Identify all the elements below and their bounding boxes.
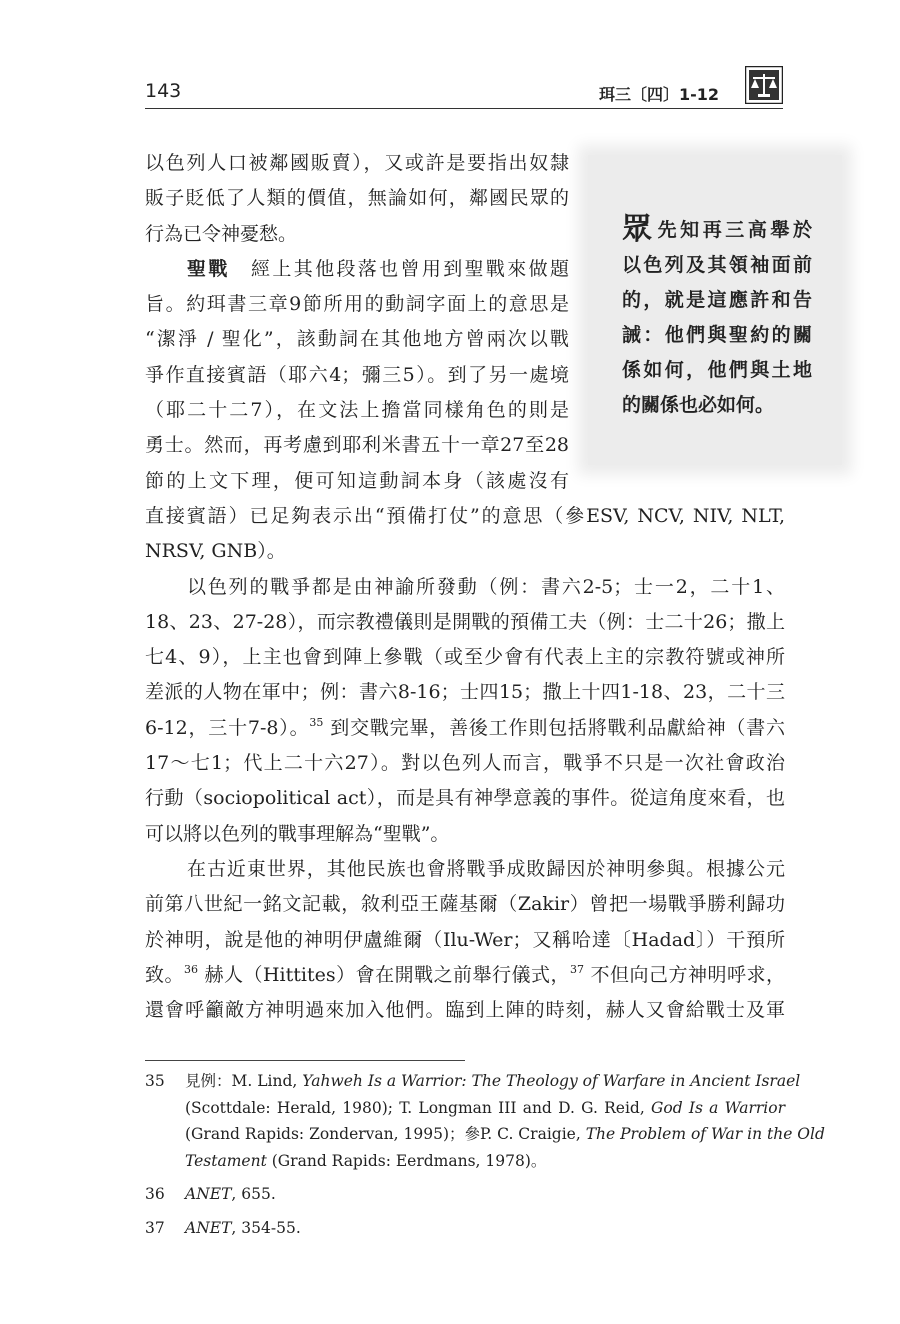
footnote-37: 37 ANET, 354-55.	[145, 1215, 785, 1242]
main-text	[145, 146, 785, 1028]
footnote-ref-36[interactable]: 36	[183, 962, 198, 976]
paragraph: 以色列的戰爭都是由神諭所發動（例：書六2-5；士一2，二十1、 18、23、27-28），而宗教禮儀則是開戰的預備工夫（例：士二十26；撒上 七4、9），上主也會到陣上參戰（或至少會有代表上主的宗教符號或神所 差派的人物在軍中；例：書六8-16；士四15；撒上十四1-18、23，二十三 6-12，三十7-8）。$^{35}$ 到交戰完畢，善後工作則包括將戰利品獻給神（書六 17～七1；代上二十六27）。對以色列人而言，戰爭不只是一次社會政治 行動（sociopolitical act），而是具有神學意義的事件。從這角度來看，也 可以將以色列的戰事理解為“聖戰”。	[145, 575, 785, 845]
paragraph: 在古近東世界，其他民族也會將戰爭成敗歸因於神明參與。根據公元 前第八世紀一銘文記載，敘利亞王薩基爾（Zakir）曾把一場戰爭勝利歸功 於神明，說是他的神明伊盧維爾（Ilu-Wer；又稱哈達〔Hadad〕）干預所 致。$^{36}$ 赫人（Hittites）會在開戰之前舉行儀式，$^{37}$ 不但向己方神明呼求， 還會呼籲敵方神明過來加入他們。臨到上陣的時刻，赫人又會給戰士及軍	[145, 857, 785, 1022]
footnote-ref-35[interactable]: 35	[309, 715, 324, 729]
page-header	[145, 66, 783, 110]
paragraph: 直接賓語）已足夠表示出“預備打仗”的意思（參ESV, NCV, NIV, NLT, NRSV, GNB）。	[145, 504, 785, 563]
footnote-36: 36 ANET, 655.	[145, 1181, 785, 1208]
paragraph: 以色列人口被鄰國販賣），又或許是要指出奴隸 販子貶低了人類的價值，無論如何，鄰國民眾的 行為已令神憂愁。	[145, 152, 569, 245]
footnote-number: 36	[145, 1185, 165, 1203]
paragraph-holy-war: 聖戰 經上其他段落也曾用到聖戰來做題 旨。約珥書三章9節所用的動詞字面上的意思是 “潔淨 / 聖化”，該動詞在其他地方曾兩次以戰 爭作直接賓語（耶六4；彌三5）。到了另一處境 （耶二十二7），在文法上擔當同樣角色的則是 勇士。然而，再考慮到耶利米書五十一章27至28 節的上文下理，便可知這動詞本身（該處沒有	[145, 257, 569, 492]
header-rule	[145, 108, 783, 109]
footnote-separator	[145, 1060, 465, 1061]
running-title: 珥三〔四〕1-12	[598, 85, 719, 104]
section-heading: 聖戰	[187, 257, 230, 280]
pull-quote-text: 眾先知再三高舉於 以色列及其領袖面前 的，就是這應許和告 誡：他們與聖約的關 係如何，他們與土地 的關係也必如何。	[622, 212, 812, 416]
pull-quote-dropcap: 眾	[622, 212, 656, 247]
footnote-ref-37[interactable]: 37	[570, 962, 585, 976]
footnote-number: 35	[145, 1072, 165, 1090]
footnote-35: 35 見例：M. Lind, Yahweh Is a Warrior: The Theology of Warfare in Ancient Israel (Scottdale: Herald, 1980); T. Longman III and D. G. Reid, God Is a Warrior (Grand Rapids: Zondervan, 1995)；參P. C. Craigie, The Problem of War in the Old Testament (Grand Rapids: Eerdmans, 1978)。	[145, 1068, 785, 1174]
footnote-number: 37	[145, 1218, 165, 1237]
scales-logo-icon	[745, 66, 783, 104]
footnotes	[145, 1068, 825, 1248]
page-number: 143	[145, 80, 182, 102]
